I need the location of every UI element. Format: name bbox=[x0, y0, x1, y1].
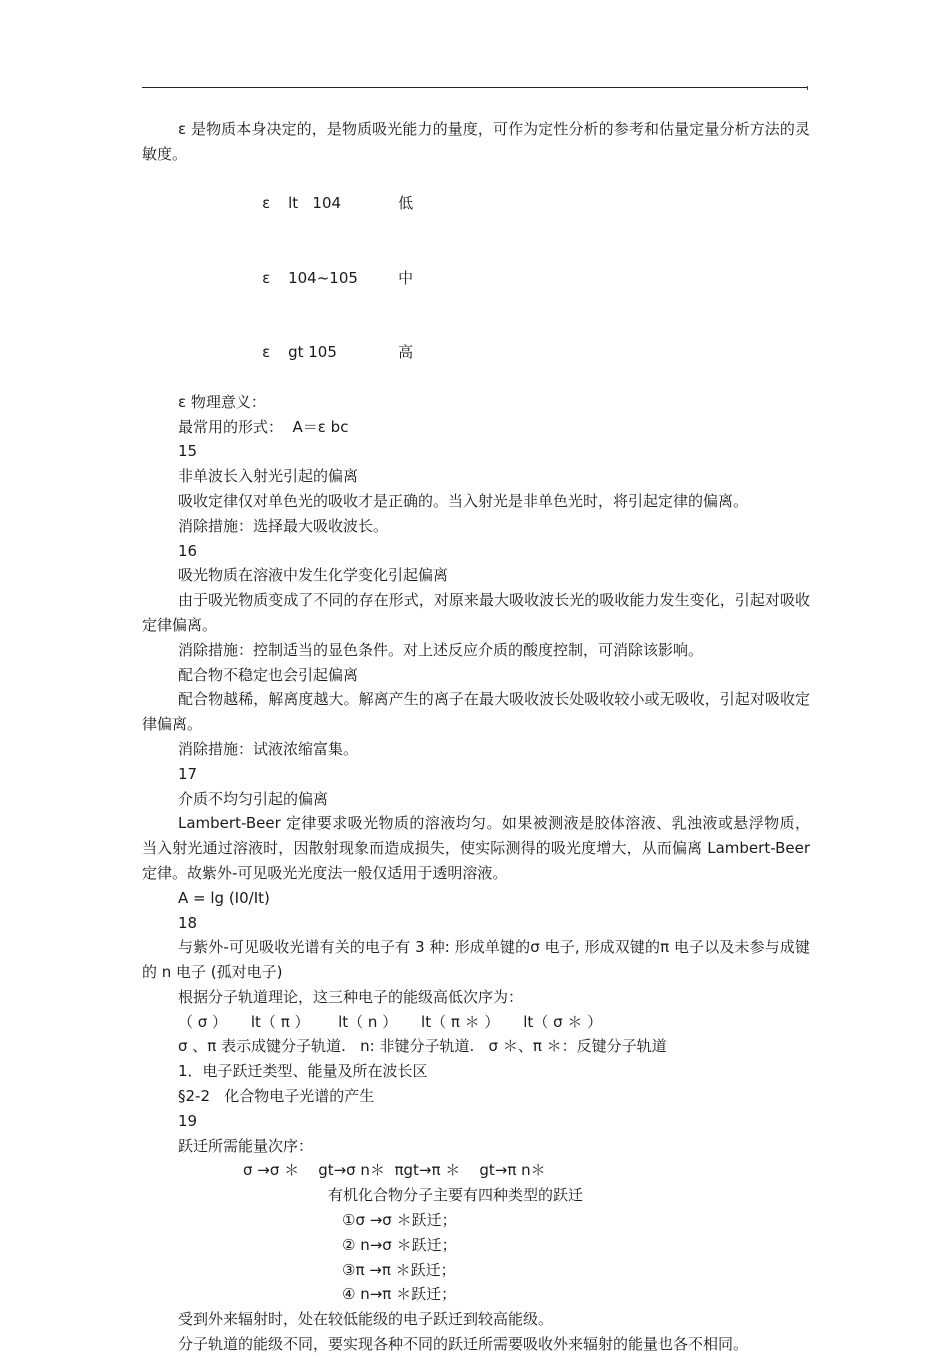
paragraph-epsilon: ε 是物质本身决定的，是物质吸光能力的量度，可作为定性分析的参考和估量定量分析方法的灵敏度。 bbox=[142, 120, 810, 163]
slide-number: 17 bbox=[178, 764, 198, 783]
slide-number: 18 bbox=[178, 913, 198, 932]
paragraph: 1．电子跃迁类型、能量及所在波长区 bbox=[178, 1062, 428, 1081]
table-cell-symbol: ε bbox=[262, 343, 271, 362]
paragraph: 由于吸光物质变成了不同的存在形式，对原来最大吸收波长光的吸收能力发生变化，引起对吸收定律偏离。 bbox=[142, 591, 810, 634]
list-item: ③π →π ＊跃迁； bbox=[342, 1260, 456, 1279]
list-item: ② n→σ ＊跃迁； bbox=[342, 1235, 457, 1254]
paragraph: 有机化合物分子主要有四种类型的跃迁 bbox=[328, 1186, 584, 1205]
paragraph: 消除措施：选择最大吸收波长。 bbox=[178, 516, 389, 535]
table-cell-condition: 104~105 bbox=[288, 268, 358, 287]
table-cell-level: 高 bbox=[398, 343, 414, 362]
section-heading: 介质不均匀引起的偏离 bbox=[178, 789, 329, 808]
paragraph: 与紫外-可见吸收光谱有关的电子有 3 种: 形成单键的σ 电子, 形成双键的π 电子以及未参与成键的 n 电子 (孤对电子) bbox=[142, 938, 810, 982]
formula: A = lg (I0/It) bbox=[178, 888, 270, 907]
table-cell-symbol: ε bbox=[262, 268, 271, 287]
table-cell-level: 中 bbox=[398, 268, 414, 287]
line-formula: 最常用的形式： A＝ε bc bbox=[178, 417, 349, 436]
table-cell-condition: gt 105 bbox=[288, 343, 337, 362]
table-row bbox=[142, 241, 810, 315]
paragraph: 受到外来辐射时，处在较低能级的电子跃迁到较高能级。 bbox=[178, 1310, 554, 1329]
transition-order: σ →σ ＊ gt→σ n＊ πgt→π ＊ gt→π n＊ bbox=[243, 1161, 546, 1180]
paragraph: 消除措施：控制适当的显色条件。对上述反应介质的酸度控制，可消除该影响。 bbox=[178, 640, 704, 659]
paragraph: 吸收定律仅对单色光的吸收才是正确的。当入射光是非单色光时，将引起定律的偏离。 bbox=[178, 491, 749, 510]
list-item: ①σ →σ ＊跃迁； bbox=[342, 1211, 457, 1230]
section-heading: 吸光物质在溶液中发生化学变化引起偏离 bbox=[178, 566, 449, 585]
paragraph: 配合物越稀，解离度越大。解离产生的离子在最大吸收波长处吸收较小或无吸收，引起对吸收定律偏离。 bbox=[142, 690, 810, 734]
table-row bbox=[142, 315, 810, 389]
slide-number: 19 bbox=[178, 1111, 198, 1130]
paragraph: 根据分子轨道理论，这三种电子的能级高低次序为： bbox=[178, 987, 524, 1006]
slide-number: 15 bbox=[178, 442, 198, 461]
section-heading: 非单波长入射光引起的偏离 bbox=[178, 467, 359, 486]
line-meaning: ε 物理意义： bbox=[178, 392, 266, 411]
paragraph: 消除措施：试液浓缩富集。 bbox=[178, 739, 359, 758]
table-cell-symbol: ε bbox=[262, 194, 271, 213]
header-rule-tick bbox=[807, 86, 808, 90]
energy-order: （ σ ） lt（ π ） lt（ n ） lt（ π ＊ ） lt（ σ ＊ ） bbox=[178, 1012, 603, 1031]
header-rule bbox=[142, 87, 808, 88]
paragraph: 配合物不稳定也会引起偏离 bbox=[178, 665, 359, 684]
paragraph: 分子轨道的能级不同，要实现各种不同的跃迁所需要吸收外来辐射的能量也各不相同。 bbox=[178, 1335, 749, 1354]
section-heading: §2-2 化合物电子光谱的产生 bbox=[178, 1087, 375, 1106]
table-cell-condition: lt 104 bbox=[288, 194, 342, 213]
paragraph: Lambert-Beer 定律要求吸光物质的溶液均匀。如果被测液是胶体溶液、乳浊液或悬浮物质，当入射光通过溶液时，因散射现象而造成损失，使实际测得的吸光度增大，从而偏离 Lambert-Beer 定律。故紫外-可见吸光光度法一般仅适用于透明溶液。 bbox=[142, 814, 810, 882]
document-page bbox=[142, 117, 810, 1357]
table-row bbox=[142, 167, 810, 241]
paragraph: 跃迁所需能量次序： bbox=[178, 1136, 314, 1155]
table-cell-level: 低 bbox=[398, 194, 414, 213]
paragraph: σ 、π 表示成键分子轨道. n: 非键分子轨道. σ ＊、π ＊：反键分子轨道 bbox=[178, 1037, 667, 1056]
list-item: ④ n→π ＊跃迁； bbox=[342, 1285, 457, 1304]
slide-number: 16 bbox=[178, 541, 198, 560]
